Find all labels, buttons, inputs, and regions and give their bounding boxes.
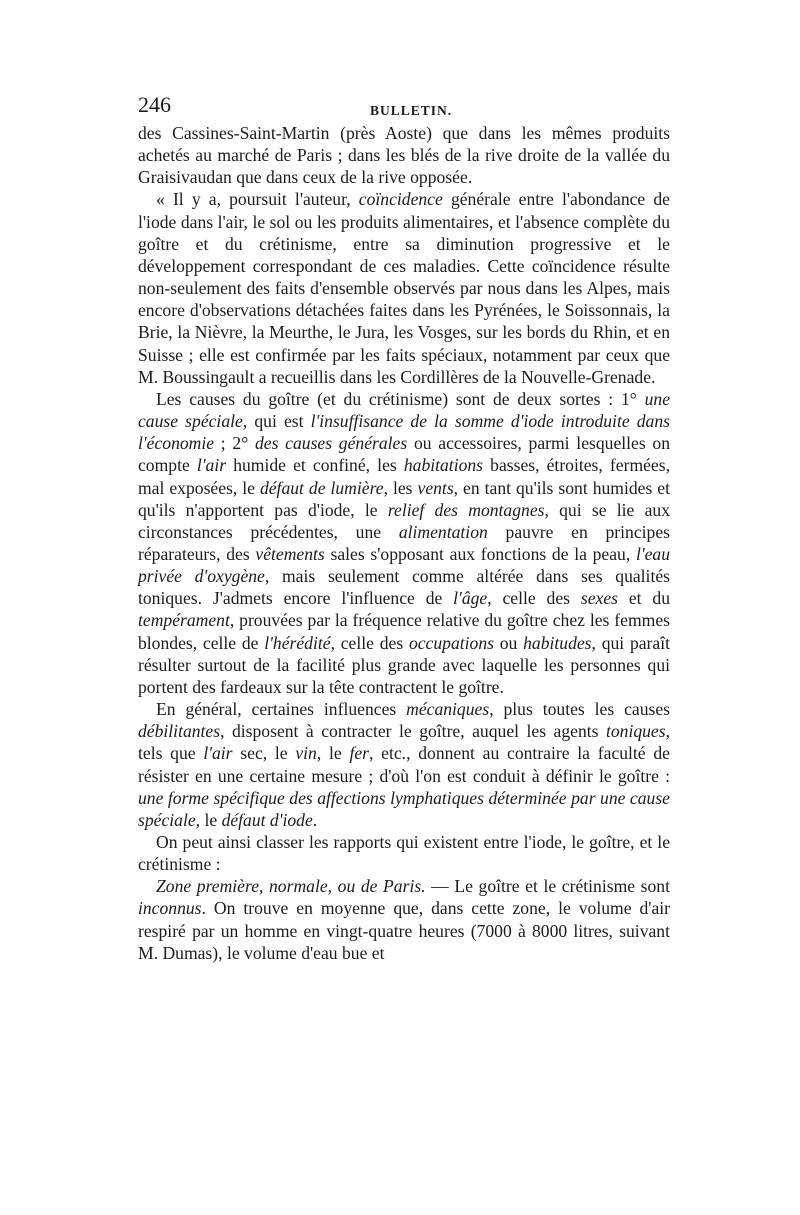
paragraph	[138, 831, 670, 875]
paragraph	[138, 388, 670, 698]
italic-text-run: relief des montagnes	[387, 499, 545, 520]
italic-text-run: l'hérédité	[264, 632, 331, 653]
text-run: En général, certaines influences	[156, 699, 407, 720]
text-run: .	[312, 809, 318, 830]
italic-text-run: défaut de lumière	[259, 477, 384, 498]
text-run: pauvre en principes réparateurs, des	[138, 521, 670, 564]
italic-text-run: mécaniques	[406, 699, 490, 720]
running-title: BULLETIN.	[370, 103, 453, 118]
text-run: , le	[195, 809, 222, 830]
italic-text-run: vents	[417, 477, 454, 498]
text-run: , plus toutes les causes	[489, 699, 670, 720]
text-run: . On trouve en moyenne que, dans cette zone, le volume d'air respiré par un homme en vingt-quatre heures (7000 à 8000 litres, suivant M. Dumas), le volume d'eau bue et	[138, 898, 670, 963]
text-run: , mais seulement comme altérée dans ses qualités toniques. J'admets encore l'influence de	[138, 566, 670, 609]
text-run: , le	[316, 743, 350, 764]
text-run: , qui se lie aux circonstances précédentes, une	[138, 499, 670, 542]
text-run: — Le goître et le crétinisme sont	[425, 876, 670, 897]
page-number: 246	[138, 92, 171, 117]
italic-text-run: l'air	[196, 455, 227, 476]
text-run: , les	[383, 477, 418, 498]
italic-text-run: coïncidence	[358, 189, 443, 210]
italic-text-run: l'insuffisance de la somme d'iode introduite dans l'économie	[138, 411, 670, 454]
italic-text-run: vin	[295, 743, 317, 764]
paragraph	[138, 698, 670, 831]
text-run: ou accessoires, parmi lesquelles on compte	[138, 433, 671, 476]
text-run: , celle des	[330, 632, 409, 653]
text-run: Les causes du goître (et du crétinisme) sont de deux sortes : 1°	[156, 388, 645, 409]
text-run: , qui paraît résulter surtout de la facilité plus grande avec laquelle les personnes qui portent des fardeaux sur la tête contractent le goître.	[138, 632, 671, 697]
paragraph	[138, 875, 670, 964]
text-run: , qui est	[242, 411, 311, 432]
italic-text-run: débilitantes	[138, 721, 221, 742]
italic-text-run: une cause spéciale	[138, 388, 670, 432]
text-run: sales s'opposant aux fonctions de la peau,	[324, 543, 636, 564]
italic-text-run: sexes	[580, 588, 618, 609]
italic-text-run: habitudes	[523, 632, 592, 653]
paragraph	[138, 188, 670, 387]
body-text	[138, 122, 670, 964]
italic-text-run: tempérament	[138, 610, 230, 631]
text-run: , celle des	[487, 588, 581, 609]
text-run: des Cassines-Saint-Martin (près Aoste) que dans les mêmes produits achetés au marché de Paris ; dans les blés de la rive droite de la vallée du Graisivaudan que dans ceux de la rive opposée.	[138, 123, 670, 188]
italic-text-run: alimentation	[398, 521, 488, 542]
page-header	[138, 92, 670, 120]
text-run: « Il y a, poursuit l'auteur,	[156, 189, 359, 210]
italic-text-run: Zone première, normale, ou de Paris.	[156, 876, 426, 897]
italic-text-run: vêtements	[255, 543, 325, 564]
italic-text-run: l'air	[203, 743, 233, 764]
text-run: humide et confiné, les	[226, 455, 404, 476]
italic-text-run: l'âge	[453, 588, 488, 609]
italic-text-run: habitations	[403, 455, 484, 476]
text-run: générale entre l'abondance de l'iode dans l'air, le sol ou les produits alimentaires, et l'absence complète du goître et du crétinisme, entre sa diminution progressive et le développement correspondant de ces maladies. Cette coïncidence résulte non-seulement des faits d'ensemble observés par nous dans les Alpes, mais encore d'observations détachées faites dans les Pyrénées, le Soissonnais, la Brie, la Nièvre, la Meurthe, le Jura, les Vosges, sur les bords du Rhin, et en Suisse ; elle est confirmée par les faits spéciaux, notamment par ceux que M. Boussingault a recueillis dans les Cordillères de la Nouvelle-Grenade.	[138, 189, 670, 387]
italic-text-run: une forme spécifique des affections lymphatiques déterminée par une cause spéciale	[138, 787, 670, 830]
text-run: , disposent à contracter le goître, auquel les agents	[220, 721, 606, 742]
italic-text-run: occupations	[408, 632, 494, 653]
text-run: , en tant qu'ils sont humides et qu'ils n'apportent pas d'iode, le	[138, 477, 670, 520]
italic-text-run: inconnus	[138, 898, 202, 919]
italic-text-run: l'eau privée d'oxygène	[138, 543, 670, 587]
text-run: et du	[618, 588, 671, 609]
text-run: ou	[493, 632, 524, 653]
italic-text-run: toniques	[605, 721, 666, 742]
text-run: ; 2°	[214, 433, 255, 454]
italic-text-run: des causes générales	[254, 433, 408, 454]
text-run: basses, étroites, fermées, mal exposées, le	[138, 455, 670, 498]
italic-text-run: fer	[349, 743, 370, 764]
italic-text-run: défaut d'iode	[221, 809, 313, 830]
text-run: sec, le	[232, 743, 296, 764]
paragraph	[138, 122, 670, 188]
text-run: , etc., donnent au contraire la faculté de résister en une certaine mesure ; d'où l'on est conduit à définir le goître :	[138, 743, 670, 786]
text-run: , tels que	[138, 721, 670, 764]
text-run: , prouvées par la fréquence relative du goître chez les femmes blondes, celle de	[138, 610, 670, 653]
text-run: On peut ainsi classer les rapports qui existent entre l'iode, le goître, et le crétinisme :	[138, 832, 670, 875]
book-page	[138, 92, 671, 964]
